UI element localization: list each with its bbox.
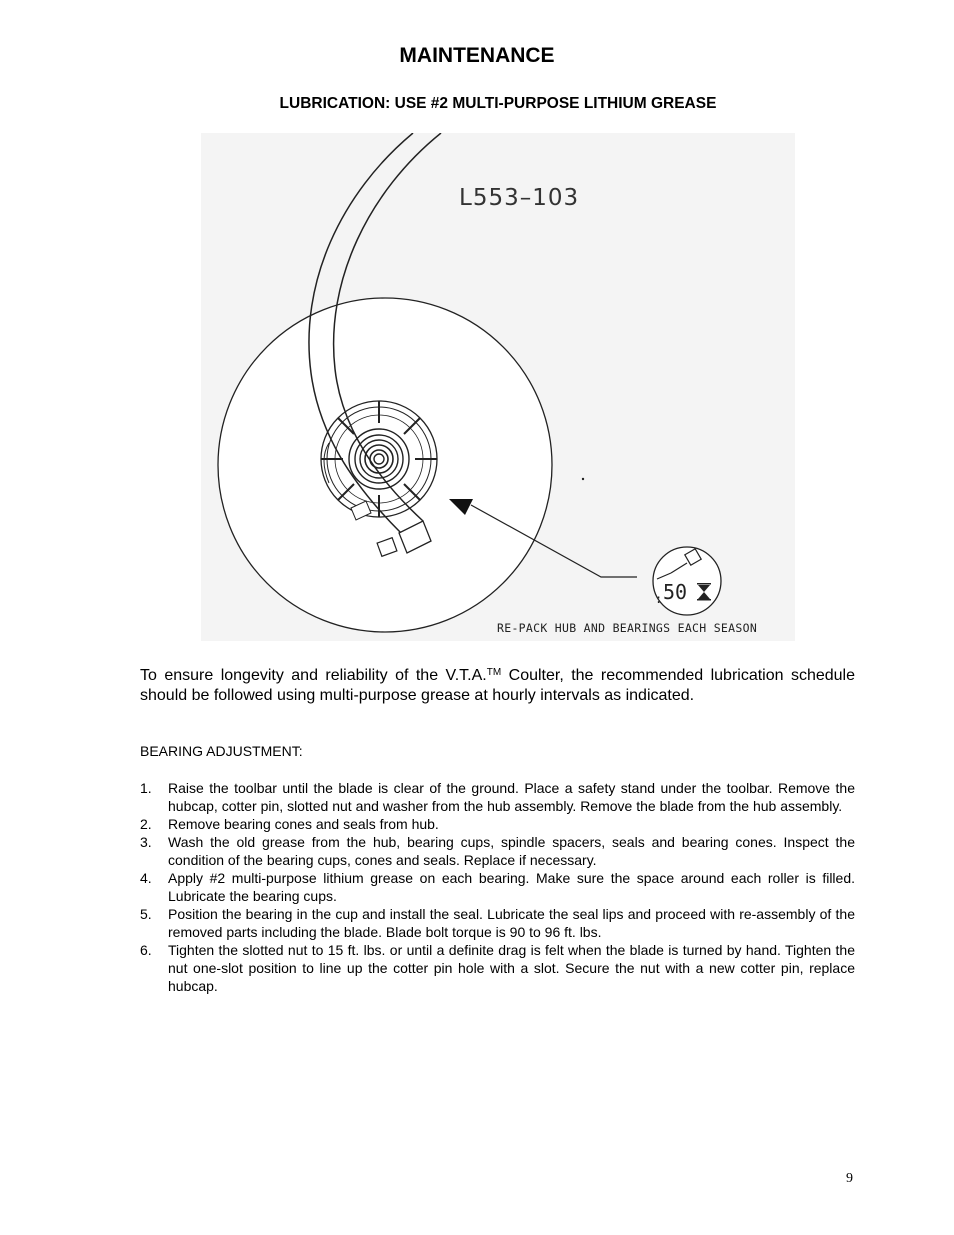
step-number: 2. [140,816,152,832]
bearing-adjustment-heading: BEARING ADJUSTMENT: [140,743,303,759]
list-item [140,833,855,869]
list-item [140,815,855,833]
bearing-rings [349,429,409,489]
list-item [140,941,855,995]
bearing-steps-list [140,779,855,995]
list-item [140,905,855,941]
figure-caption: RE-PACK HUB AND BEARINGS EACH SEASON [497,621,758,635]
step-number: 5. [140,906,152,922]
step-number: 6. [140,942,152,958]
page-number: 9 [846,1171,853,1186]
step-number: 1. [140,780,152,796]
trademark-mark: TM [486,667,502,678]
intro-paragraph [140,663,855,706]
lubrication-subtitle: LUBRICATION: USE #2 MULTI-PURPOSE LITHIUM GREASE [279,95,717,112]
list-item [140,779,855,815]
step-number: 4. [140,870,152,886]
part-number: L553–103 [459,185,580,211]
svg-text::: : [655,592,663,606]
list-item [140,869,855,905]
intro-text-end: Coulter, the recommended lubrication schedule should be followed using multi-purpose grease at hourly intervals as indicated. [140,667,856,704]
interval-value: 50 [663,580,688,604]
step-text: Wash the old grease from the hub, bearing cups, spindle spacers, seals and bearing cones. Inspect the condition of the bearing cups, cones and seals. Replace if necessary. [168,834,855,868]
step-number: 3. [140,834,152,850]
step-text: Raise the toolbar until the blade is clear of the ground. Place a safety stand under the toolbar. Remove the hubcap, cotter pin, slotted nut and washer from the hub assembly. Remove the blade from the hub assembly. [168,780,855,814]
coulter-diagram [201,133,795,641]
step-text: Position the bearing in the cup and install the seal. Lubricate the seal lips and proceed with re-assembly of the removed parts including the blade. Blade bolt torque is 90 to 96 ft. lbs. [168,906,855,940]
step-text: Apply #2 multi-purpose lithium grease on each bearing. Make sure the space around each roller is filled. Lubricate the bearing cups. [168,870,855,904]
page-title: MAINTENANCE [399,44,555,67]
step-text: Remove bearing cones and seals from hub. [168,816,439,832]
intro-text-start: To ensure longevity and reliability of the V.T.A. [140,667,487,684]
step-text: Tighten the slotted nut to 15 ft. lbs. or until a definite drag is felt when the blade is turned by hand. Tighten the nut one-slot position to line up the cotter pin hole with a slot. Secure the nut with a new cotter pin, replace hubcap. [168,942,855,994]
